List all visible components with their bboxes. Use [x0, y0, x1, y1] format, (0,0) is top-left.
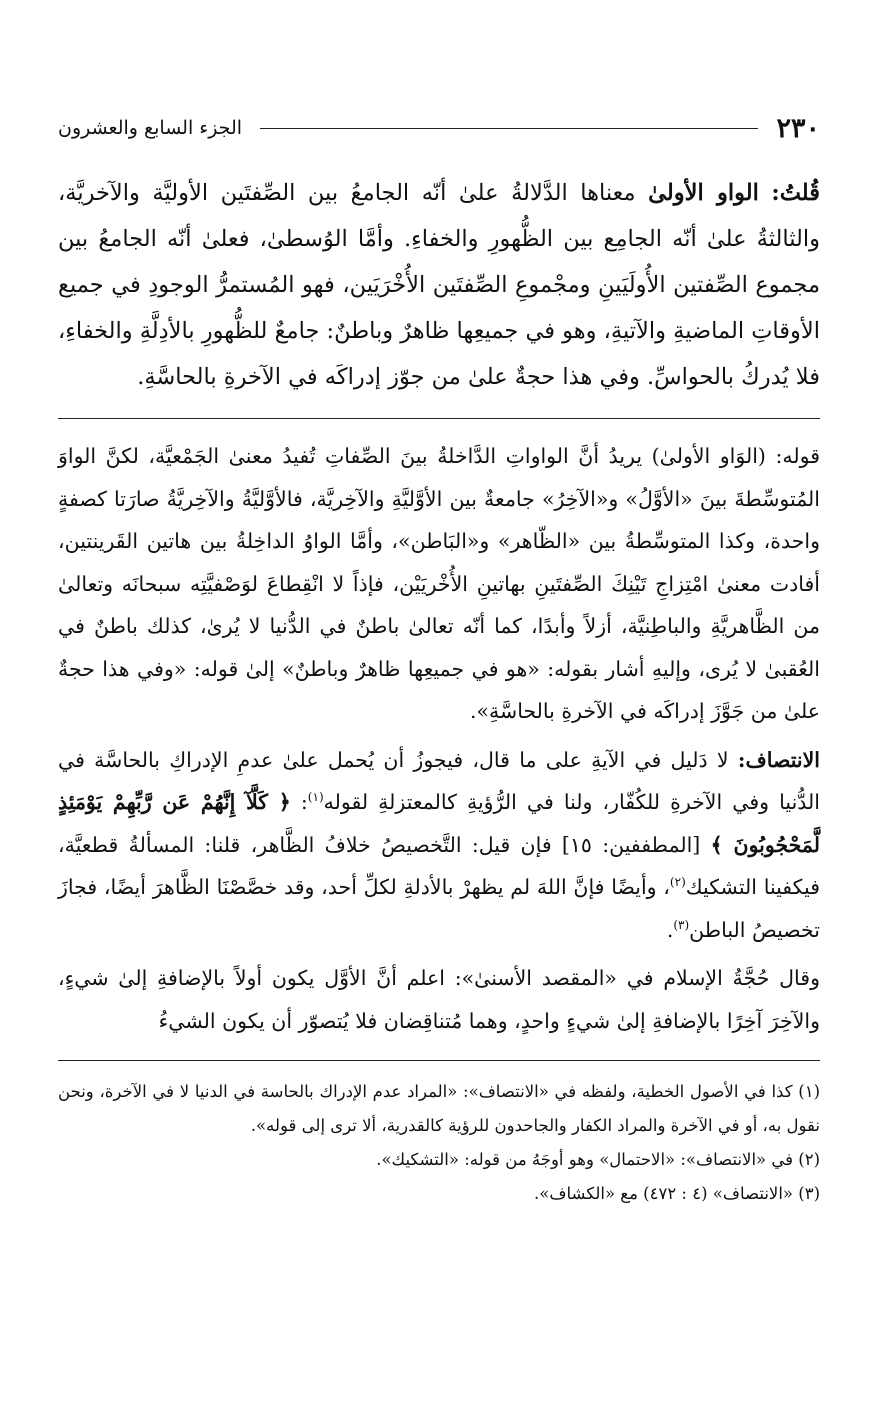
- commentary-text: :: [300, 790, 308, 814]
- commentary-paragraph-2: [58, 739, 820, 952]
- commentary-paragraph-3: وقال حُجَّةُ الإسلام في «المقصد الأسنىٰ»: اعلم أنَّ الأوَّل يكون أولاً بالإضافةِ إلىٰ شيءٍ، والآخِرَ آخِرًا بالإضافةِ إلىٰ شيءٍ واحدٍ، وهما مُتناقِضان فلا يُتصوّر أن يكون الشيءُ: [58, 966, 820, 1033]
- footnote-3: (٣) «الانتصاف» (٤ : ٤٧٢) مع «الكشاف».: [534, 1184, 820, 1203]
- commentary-text: [المطففين: ١٥] فإن قيل: التَّخصيصُ خلافُ الظَّاهر، قلنا: المسألةُ قطعيَّة، فيكفينا التشكيك: [58, 832, 820, 899]
- page-header: [58, 108, 820, 148]
- commentary-paragraph-1: قوله: (الوَاو الأولىٰ) يريدُ أنَّ الواواتِ الدَّاخلةُ بينَ الصِّفاتِ تُفيدُ معنىٰ الجَمْعيَّة، لكنَّ الواوَ المُتوسِّطةَ بينَ «الأوَّلُ» و«الآخِرُ» جامعةٌ بين الأوَّليَّةِ والآخِريَّة، فالأوَّليَّةُ والآخِريَّةُ صارَتا كصفةٍ واحدة، وكذا المتوسِّطةُ بين «الظّاهر» و«البَاطن»، وأمَّا الواوُ الداخِلةُ بين هاتين القَرينتين، أفادت معنىٰ امْتِزاجِ تَيْنِكَ الصِّفتَينِ بهاتينِ الأُخْريَيْن، فإذاً لا انْقِطاعَ لوَصْفيَّتِه سبحانَه وتعالىٰ من الظَّاهريَّةِ والباطِنيَّة، أزلاً وأبدًا، كما أنّه تعالىٰ باطنٌ في الدُّنيا لا يُرىٰ، كذلك باطنٌ في العُقبىٰ لا يُرى، وإليهِ أشار بقوله: «هو في جميعِها ظاهرٌ وباطنٌ» إلىٰ قوله: «وفي هذا حجةٌ علىٰ من جَوَّزَ إدراكَه في الآخرةِ بالحاسَّةِ».: [58, 444, 820, 723]
- commentary-text: .: [666, 917, 674, 942]
- main-text-lead: قُلتُ:: [771, 180, 821, 206]
- main-text-term: الواو الأولىٰ: [648, 180, 759, 206]
- commentary-text: ، وأيضًا فإنَّ اللهَ لم يظهرْ بالأدلةِ لكلِّ أحد، وقد خصَّصْنَا الظَّاهرَ أيضًا، فجازَ تخصيصُ الباطن: [58, 875, 820, 942]
- footnote-divider: [58, 1060, 820, 1061]
- footnotes: [58, 1075, 820, 1211]
- footnote-2: (٢) في «الانتصاف»: «الاحتمال» وهو أوجَهُ من قوله: «التشكيك».: [376, 1150, 820, 1169]
- main-text-divider: [58, 418, 820, 419]
- commentary: [58, 435, 820, 1042]
- footnote-1: (١) كذا في الأصول الخطية، ولفظه في «الانتصاف»: «المراد عدم الإدراك بالحاسة في الدنيا لا في الآخرة، ونحن نقول به، أو في الآخرة والمراد الكفار والجاحدون للرؤية كالقدرية، ألا ترى إلى قوله».: [58, 1082, 820, 1135]
- quran-verse: ﴿ كَلَّآ إِنَّهُمْ عَن رَّبِّهِمْ يَوْمَئِذٍ لَّمَحْجُوبُونَ ﴾: [58, 790, 821, 857]
- main-text-paragraph: [58, 170, 820, 400]
- footnote-ref-1[interactable]: (١): [307, 790, 324, 805]
- main-text-body: معناها الدَّلالةُ علىٰ أنّه الجامعُ بين الصِّفتَين الأوليَّة والآخريَّة، والثالثةُ علىٰ أنّه الجامِع بين الظُّهورِ والخفاءِ. وأمَّا الوُسطىٰ، فعلىٰ أنّه الجامعُ بين مجموع الصِّفتين الأُولَيَينِ ومجْموعِ الصِّفتَين الأُخْرَيَين، فهو المُستمرُّ الوجودِ في جميع الأوقاتِ الماضيةِ والآتيةِ، وهو في جميعِها ظاهرٌ وباطنٌ: جامعٌ للظُّهورِ بالأدِلَّةِ والخفاءِ، فلا يُدركُ بالحواسِّ. وفي هذا حجةٌ علىٰ من جوّز إدراكَه في الآخرةِ بالحاسَّةِ.: [58, 180, 820, 390]
- page-number: ٢٣٠: [776, 112, 820, 144]
- running-title: الجزء السابع والعشرون: [58, 117, 243, 139]
- book-page: [58, 108, 820, 1211]
- header-rule: [260, 128, 758, 129]
- footnote-ref-2[interactable]: (٢): [669, 875, 686, 890]
- main-text: [58, 170, 820, 400]
- commentary-text: لا دَليل في الآيةِ على ما قال، فيجوزُ أن يُحمل علىٰ عدمِ الإدراكِ بالحاسَّة في الدُّنيا وفي الآخرةِ للكُفّار، ولنا في الرُّؤيةِ كالمعتزلةِ لقوله: [58, 747, 820, 814]
- intisaf-lead: الانتصاف:: [737, 747, 820, 772]
- footnote-ref-3[interactable]: (٣): [673, 917, 690, 932]
